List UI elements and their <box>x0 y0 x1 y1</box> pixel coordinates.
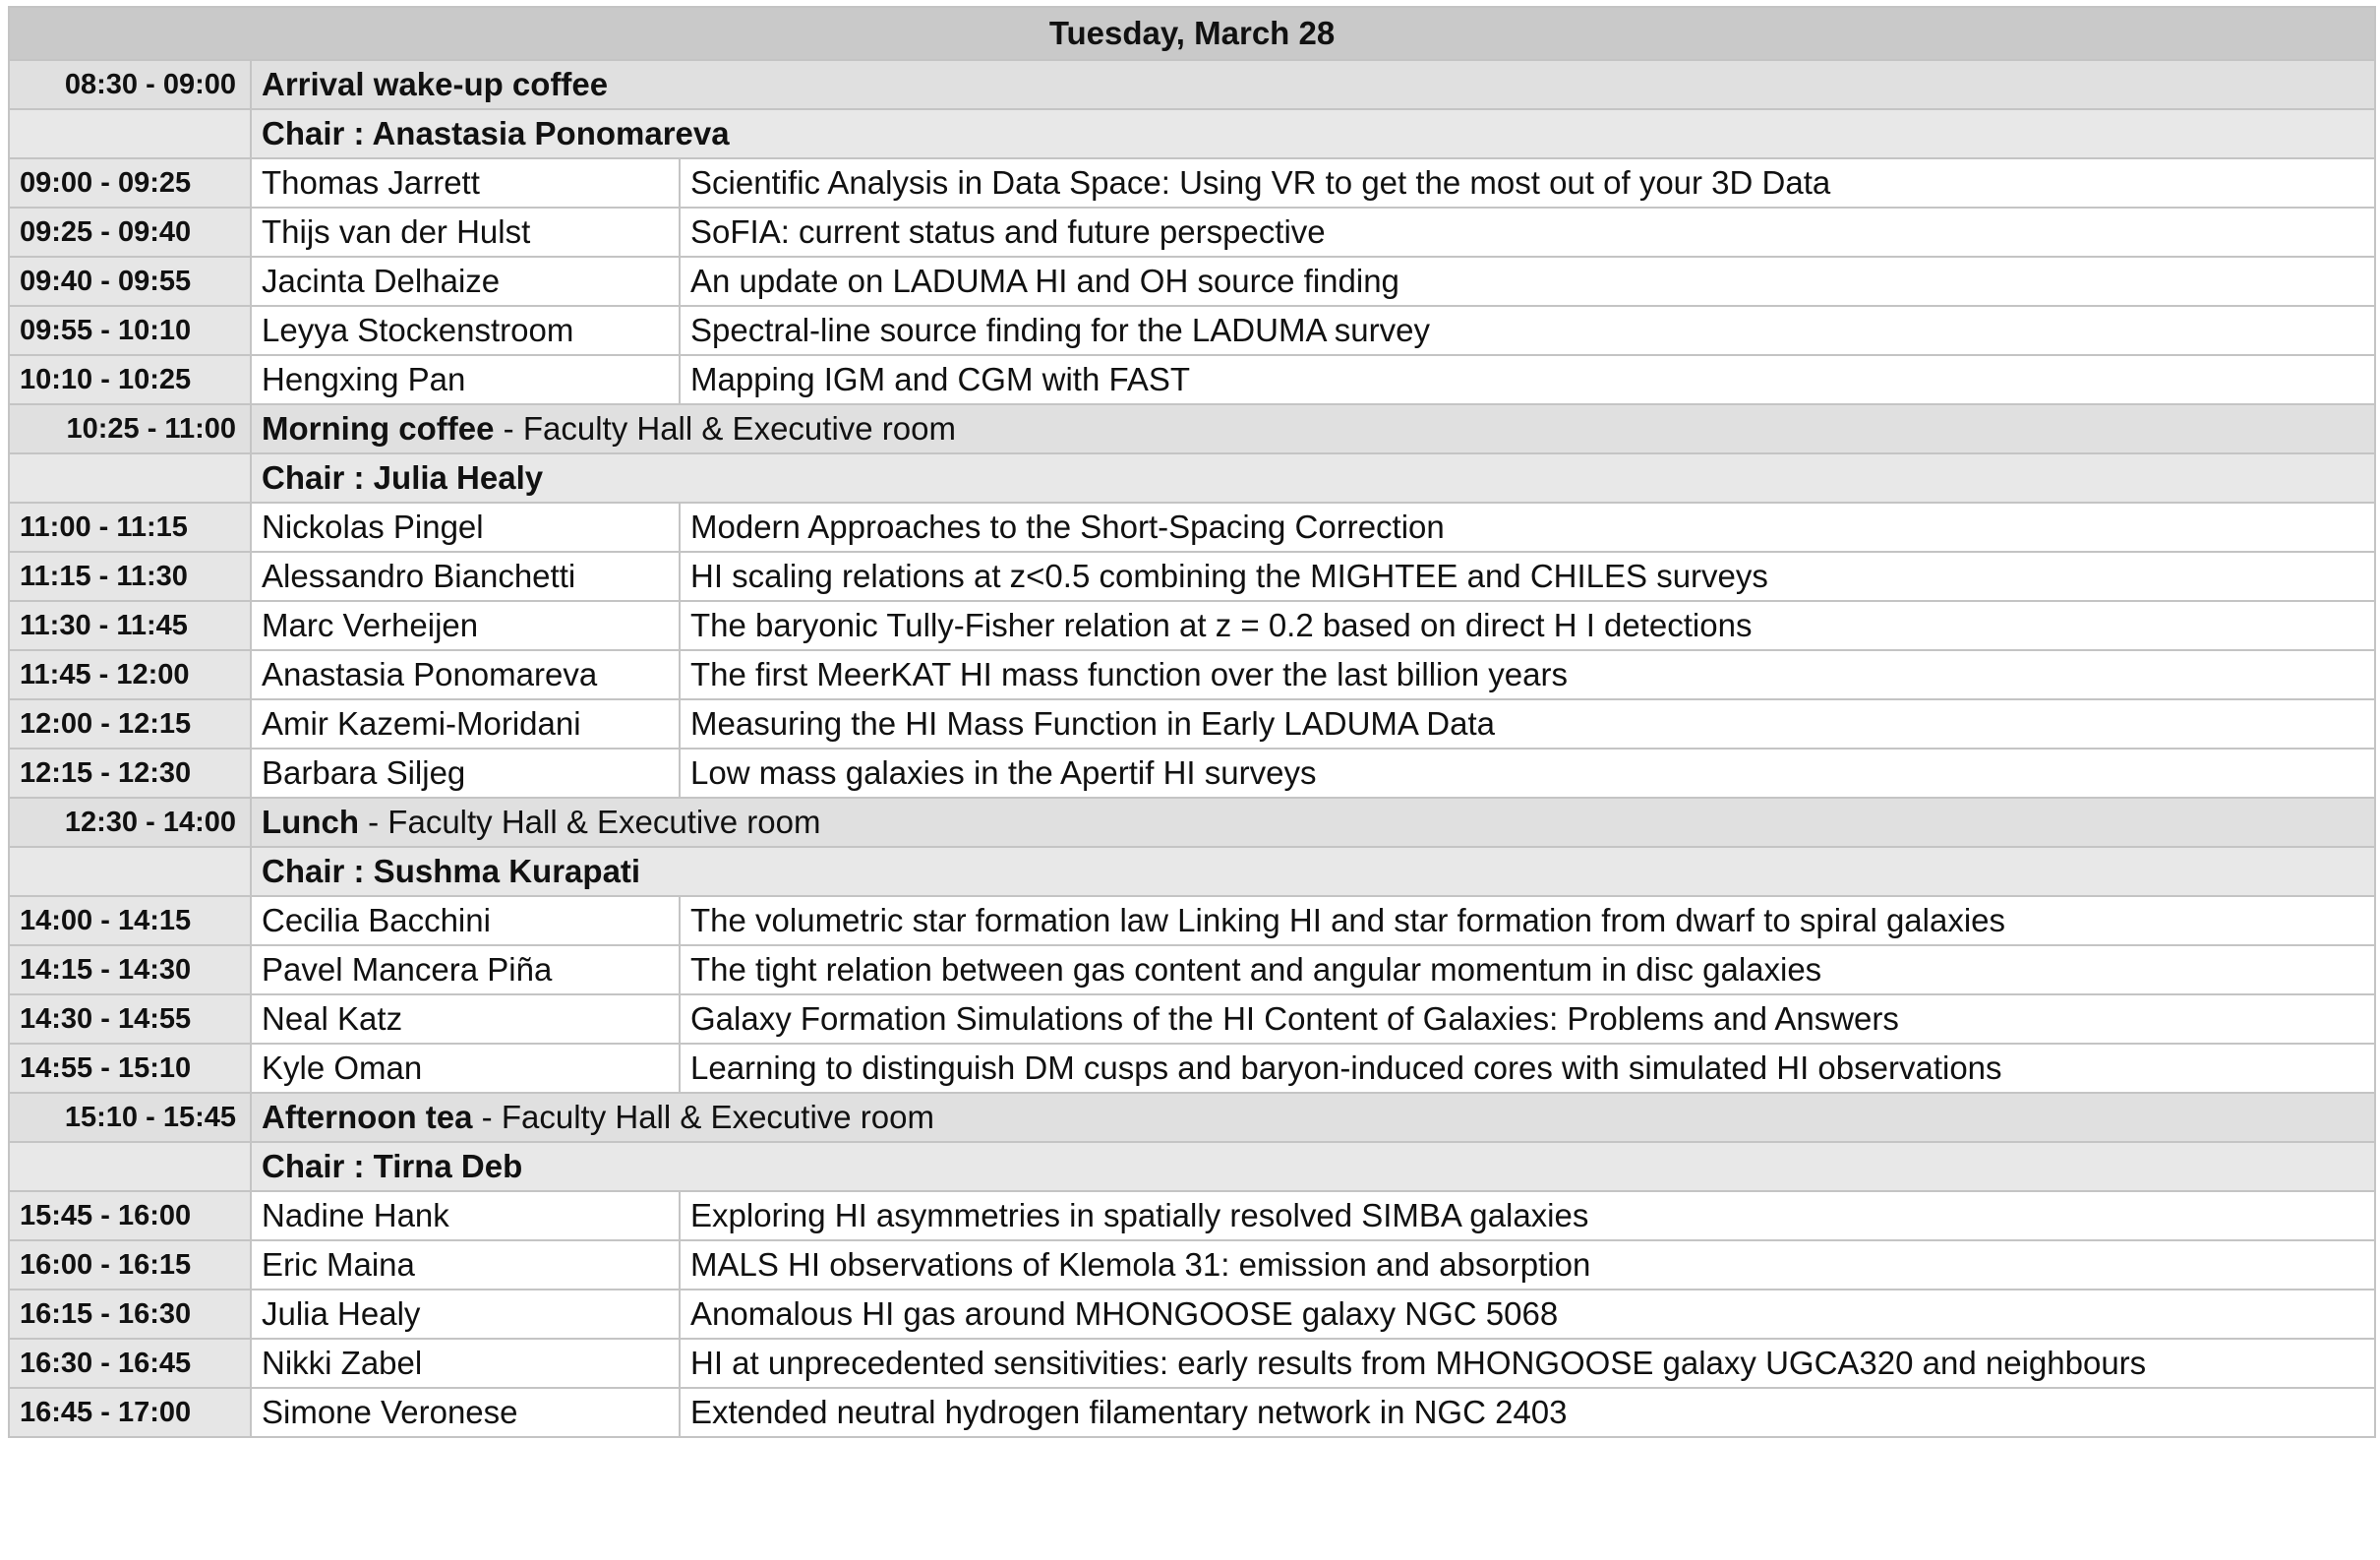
day-title: Tuesday, March 28 <box>9 7 2375 60</box>
chair-row <box>9 453 2375 503</box>
break-cell <box>251 1093 2375 1142</box>
speaker-name: Alessandro Bianchetti <box>251 552 680 601</box>
break-row <box>9 404 2375 453</box>
break-title: Arrival wake-up coffee <box>262 66 609 102</box>
break-location: - Faculty Hall & Executive room <box>494 410 956 447</box>
talk-title: Scientific Analysis in Data Space: Using VR to get the most out of your 3D Data <box>680 158 2375 208</box>
break-row <box>9 798 2375 847</box>
time-slot: 09:25 - 09:40 <box>9 208 251 257</box>
speaker-name: Anastasia Ponomareva <box>251 650 680 699</box>
time-slot: 12:30 - 14:00 <box>9 798 251 847</box>
chair-row <box>9 847 2375 896</box>
speaker-name: Simone Veronese <box>251 1388 680 1437</box>
speaker-name: Neal Katz <box>251 994 680 1044</box>
time-slot: 14:30 - 14:55 <box>9 994 251 1044</box>
talk-row <box>9 1240 2375 1290</box>
talk-title: An update on LADUMA HI and OH source finding <box>680 257 2375 306</box>
time-slot: 11:00 - 11:15 <box>9 503 251 552</box>
speaker-name: Leyya Stockenstroom <box>251 306 680 355</box>
time-slot: 12:15 - 12:30 <box>9 749 251 798</box>
session-chair: Chair : Sushma Kurapati <box>251 847 2375 896</box>
time-slot: 15:45 - 16:00 <box>9 1191 251 1240</box>
time-slot: 11:15 - 11:30 <box>9 552 251 601</box>
break-cell <box>251 798 2375 847</box>
talk-title: The baryonic Tully-Fisher relation at z = 0.2 based on direct H I detections <box>680 601 2375 650</box>
talk-row <box>9 749 2375 798</box>
talk-row <box>9 994 2375 1044</box>
break-title: Afternoon tea <box>262 1099 473 1135</box>
speaker-name: Julia Healy <box>251 1290 680 1339</box>
time-slot: 09:55 - 10:10 <box>9 306 251 355</box>
time-slot: 11:45 - 12:00 <box>9 650 251 699</box>
talk-row <box>9 945 2375 994</box>
speaker-name: Nickolas Pingel <box>251 503 680 552</box>
speaker-name: Pavel Mancera Piña <box>251 945 680 994</box>
break-row <box>9 60 2375 109</box>
talk-title: Learning to distinguish DM cusps and baryon-induced cores with simulated HI observations <box>680 1044 2375 1093</box>
empty-time-cell <box>9 1142 251 1191</box>
break-location: - Faculty Hall & Executive room <box>358 804 821 840</box>
speaker-name: Kyle Oman <box>251 1044 680 1093</box>
talk-row <box>9 306 2375 355</box>
speaker-name: Thomas Jarrett <box>251 158 680 208</box>
time-slot: 12:00 - 12:15 <box>9 699 251 749</box>
talk-title: Measuring the HI Mass Function in Early LADUMA Data <box>680 699 2375 749</box>
session-chair: Chair : Julia Healy <box>251 453 2375 503</box>
time-slot: 11:30 - 11:45 <box>9 601 251 650</box>
speaker-name: Eric Maina <box>251 1240 680 1290</box>
empty-time-cell <box>9 453 251 503</box>
time-slot: 10:25 - 11:00 <box>9 404 251 453</box>
time-slot: 10:10 - 10:25 <box>9 355 251 404</box>
speaker-name: Nadine Hank <box>251 1191 680 1240</box>
time-slot: 09:40 - 09:55 <box>9 257 251 306</box>
talk-row <box>9 1191 2375 1240</box>
break-title: Morning coffee <box>262 410 495 447</box>
talk-row <box>9 355 2375 404</box>
break-row <box>9 1093 2375 1142</box>
session-chair: Chair : Anastasia Ponomareva <box>251 109 2375 158</box>
talk-row <box>9 699 2375 749</box>
time-slot: 09:00 - 09:25 <box>9 158 251 208</box>
talk-row <box>9 1339 2375 1388</box>
speaker-name: Cecilia Bacchini <box>251 896 680 945</box>
speaker-name: Nikki Zabel <box>251 1339 680 1388</box>
talk-title: The tight relation between gas content and angular momentum in disc galaxies <box>680 945 2375 994</box>
talk-title: Modern Approaches to the Short-Spacing Correction <box>680 503 2375 552</box>
talk-title: Galaxy Formation Simulations of the HI Content of Galaxies: Problems and Answers <box>680 994 2375 1044</box>
talk-row <box>9 552 2375 601</box>
talk-title: The first MeerKAT HI mass function over the last billion years <box>680 650 2375 699</box>
talk-title: HI at unprecedented sensitivities: early results from MHONGOOSE galaxy UGCA320 and neighbours <box>680 1339 2375 1388</box>
speaker-name: Jacinta Delhaize <box>251 257 680 306</box>
day-header-row <box>9 7 2375 60</box>
time-slot: 16:45 - 17:00 <box>9 1388 251 1437</box>
session-chair: Chair : Tirna Deb <box>251 1142 2375 1191</box>
talk-title: HI scaling relations at z<0.5 combining the MIGHTEE and CHILES surveys <box>680 552 2375 601</box>
talk-title: SoFIA: current status and future perspective <box>680 208 2375 257</box>
time-slot: 15:10 - 15:45 <box>9 1093 251 1142</box>
talk-row <box>9 1044 2375 1093</box>
speaker-name: Amir Kazemi-Moridani <box>251 699 680 749</box>
talk-row <box>9 257 2375 306</box>
time-slot: 16:30 - 16:45 <box>9 1339 251 1388</box>
break-cell <box>251 60 2375 109</box>
schedule-table <box>8 6 2376 1438</box>
talk-title: MALS HI observations of Klemola 31: emission and absorption <box>680 1240 2375 1290</box>
talk-row <box>9 208 2375 257</box>
time-slot: 14:15 - 14:30 <box>9 945 251 994</box>
talk-title: The volumetric star formation law Linking HI and star formation from dwarf to spiral galaxies <box>680 896 2375 945</box>
time-slot: 14:00 - 14:15 <box>9 896 251 945</box>
speaker-name: Thijs van der Hulst <box>251 208 680 257</box>
empty-time-cell <box>9 109 251 158</box>
talk-title: Mapping IGM and CGM with FAST <box>680 355 2375 404</box>
break-location: - Faculty Hall & Executive room <box>472 1099 934 1135</box>
chair-row <box>9 1142 2375 1191</box>
talk-title: Spectral-line source finding for the LADUMA survey <box>680 306 2375 355</box>
speaker-name: Hengxing Pan <box>251 355 680 404</box>
talk-row <box>9 1388 2375 1437</box>
talk-title: Anomalous HI gas around MHONGOOSE galaxy NGC 5068 <box>680 1290 2375 1339</box>
talk-row <box>9 503 2375 552</box>
speaker-name: Marc Verheijen <box>251 601 680 650</box>
talk-row <box>9 601 2375 650</box>
talk-row <box>9 158 2375 208</box>
empty-time-cell <box>9 847 251 896</box>
talk-title: Exploring HI asymmetries in spatially resolved SIMBA galaxies <box>680 1191 2375 1240</box>
talk-title: Low mass galaxies in the Apertif HI surveys <box>680 749 2375 798</box>
talk-row <box>9 1290 2375 1339</box>
time-slot: 14:55 - 15:10 <box>9 1044 251 1093</box>
chair-row <box>9 109 2375 158</box>
break-title: Lunch <box>262 804 359 840</box>
schedule-body <box>9 7 2375 1437</box>
talk-title: Extended neutral hydrogen filamentary network in NGC 2403 <box>680 1388 2375 1437</box>
speaker-name: Barbara Siljeg <box>251 749 680 798</box>
break-cell <box>251 404 2375 453</box>
time-slot: 08:30 - 09:00 <box>9 60 251 109</box>
talk-row <box>9 896 2375 945</box>
talk-row <box>9 650 2375 699</box>
time-slot: 16:15 - 16:30 <box>9 1290 251 1339</box>
time-slot: 16:00 - 16:15 <box>9 1240 251 1290</box>
